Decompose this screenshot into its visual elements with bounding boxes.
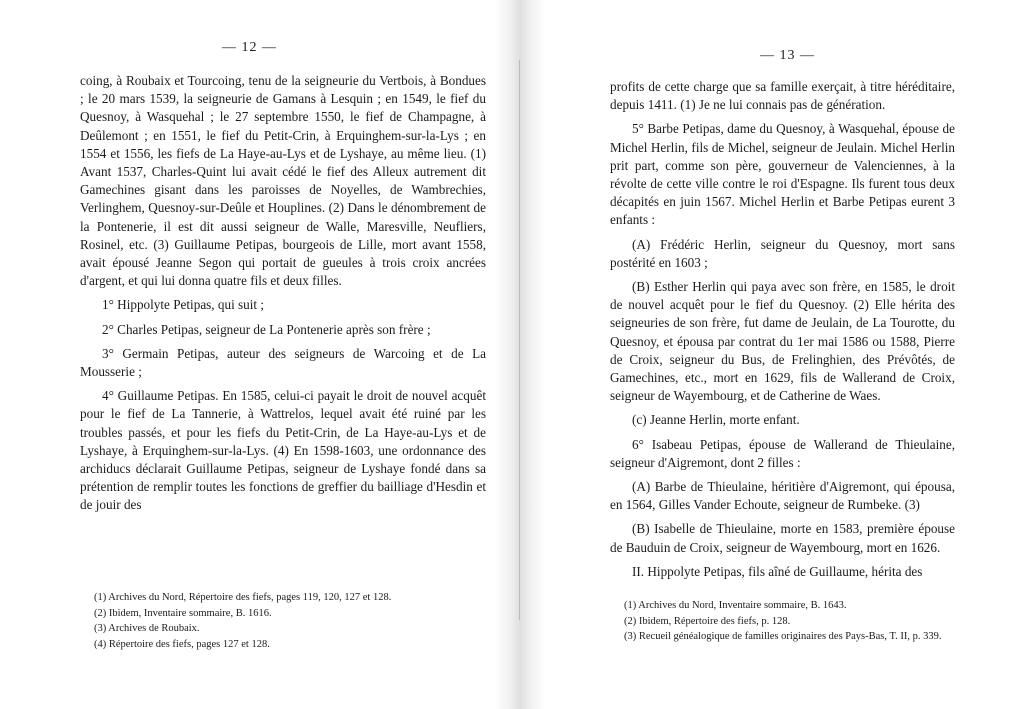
right-footnote-1: (1) Archives du Nord, Inventaire sommaire, B. 1643.: [624, 600, 847, 611]
left-page-body: [80, 72, 486, 515]
left-footnote-3: (3) Archives de Roubaix.: [94, 623, 200, 634]
left-page: [80, 0, 486, 709]
right-paragraph-1: profits de cette charge que sa famille exerçait, à titre héréditaire, depuis 1411. (1) Je ne lui connais pas de génération.: [610, 79, 955, 113]
right-footnotes: [624, 598, 955, 645]
left-footnote-1: (1) Archives du Nord, Répertoire des fiefs, pages 119, 120, 127 et 128.: [94, 592, 392, 603]
right-paragraph-9: II. Hippolyte Petipas, fils aîné de Guillaume, hérita des: [632, 563, 923, 579]
right-page-number: — 13 —: [760, 48, 815, 63]
right-paragraph-5: (c) Jeanne Herlin, morte enfant.: [632, 412, 800, 428]
left-paragraph-2: 1° Hippolyte Petipas, qui suit ;: [102, 297, 265, 313]
right-paragraph-2: 5° Barbe Petipas, dame du Quesnoy, à Wasquehal, épouse de Michel Herlin, fils de Michel, seigneur de Jeulain. Michel Herlin prit part, comme son père, gouverneur de Valenciennes, à la révolte de cette ville contre le roi d'Espagne. Ils furent tous deux décapités en juin 1567. Michel Herlin et Barbe Petipas eurent 3 enfants :: [610, 121, 955, 228]
left-paragraph-1: coing, à Roubaix et Tourcoing, tenu de la seigneurie du Vertbois, à Bondues ; le 20 mars 1539, la seigneurie de Gamans à Lesquin ; en 1549, le fief du Quesnoy, à Wasquehal ; le 27 septembre 1550, le fief de Champagne, à Deûlemont ; en 1551, le fief du Petit-Crin, à Erquinghem-sur-la-Lys ; en 1554 et 1556, les fiefs de La Haye-au-Lys et de Lyshaye, au même lieu. (1) Avant 1537, Charles-Quint lui avait cédé le fief des Alleux autrement dit Gamechines gisant dans les paroisses de Noyelles, de Wambrechies, Verlinghem, Quesnoy-sur-Deûle et Houplines. (2) Dans le dénombrement de la Pontenerie, il est dit aussi seigneur de Walle, Maresville, Neufliers, Rosinel, etc. (3) Guillaume Petipas, bourgeois de Lille, mort avant 1558, avait épousé Jeanne Segon qui portait de gueules à trois croix ancrées d'argent, et qui lui donna quatre fils et deux filles.: [80, 73, 486, 289]
left-footnote-2: (2) Ibidem, Inventaire sommaire, B. 1616.: [94, 607, 272, 619]
left-paragraph-4: 3° Germain Petipas, auteur des seigneurs de Warcoing et de La Mousserie ;: [80, 345, 486, 380]
right-page-body: [610, 78, 955, 581]
left-page-number: — 12 —: [222, 40, 277, 55]
left-paragraph-5: 4° Guillaume Petipas. En 1585, celui-ci payait le droit de nouvel acquêt pour le fief de La Tannerie, à Wattrelos, lequel avait été ruiné par les troubles passés, et pour les fiefs du Petit-Crin, de La Haye-au-Lys et de Lyshaye, à Erquinghem-sur-la-Lys. (4) En 1598-1603, une ordonnance des archiducs déclarait Guillaume Petipas, seigneur de Lyshaye fondé dans sa prétention de remplir toutes les fonctions de greffier du bailliage d'Hesdin et de jouir des: [80, 388, 486, 513]
left-paragraph-3: 2° Charles Petipas, seigneur de La Pontenerie après son frère ;: [102, 321, 431, 337]
right-paragraph-3: (A) Frédéric Herlin, seigneur du Quesnoy, mort sans postérité en 1603 ;: [610, 236, 955, 270]
right-paragraph-4: (B) Esther Herlin qui paya avec son frère, en 1585, le droit de nouvel acquêt pour le fief du Quesnoy. (2) Elle hérita des seigneuries de son frère, fut dame de Jeulain, de La Tourotte, du Quesnoy, et épousa par contrat du 1er mai 1586 ou 1588, Pierre de Croix, seigneur du Bus, de Frelinghien, des Prévôtés, de Gamechines, etc., mort en 1629, fils de Wallerand de Croix, seigneur de Wayembourg, et de Catherine de Waes.: [610, 279, 955, 404]
right-paragraph-7: (A) Barbe de Thieulaine, héritière d'Aigremont, qui épousa, en 1564, Gilles Vander Echoute, seigneur de Rumbeke. (3): [610, 479, 955, 513]
left-footnotes: [94, 590, 486, 652]
right-paragraph-6: 6° Isabeau Petipas, épouse de Wallerand de Thieulaine, seigneur d'Aigremont, dont 2 filles :: [610, 436, 955, 470]
right-footnote-3: (3) Recueil généalogique de familles originaires des Pays-Bas, T. II, p. 339.: [624, 631, 942, 642]
right-footnote-2: (2) Ibidem, Répertoire des fiefs, p. 128.: [624, 615, 791, 627]
gutter-fold-line: [519, 60, 520, 620]
left-footnote-4: (4) Répertoire des fiefs, pages 127 et 128.: [94, 638, 270, 650]
right-page: [610, 0, 955, 709]
right-paragraph-8: (B) Isabelle de Thieulaine, morte en 1583, première épouse de Bauduin de Croix, seigneur de Wayembourg, mort en 1626.: [610, 521, 955, 555]
book-gutter: [494, 0, 546, 709]
